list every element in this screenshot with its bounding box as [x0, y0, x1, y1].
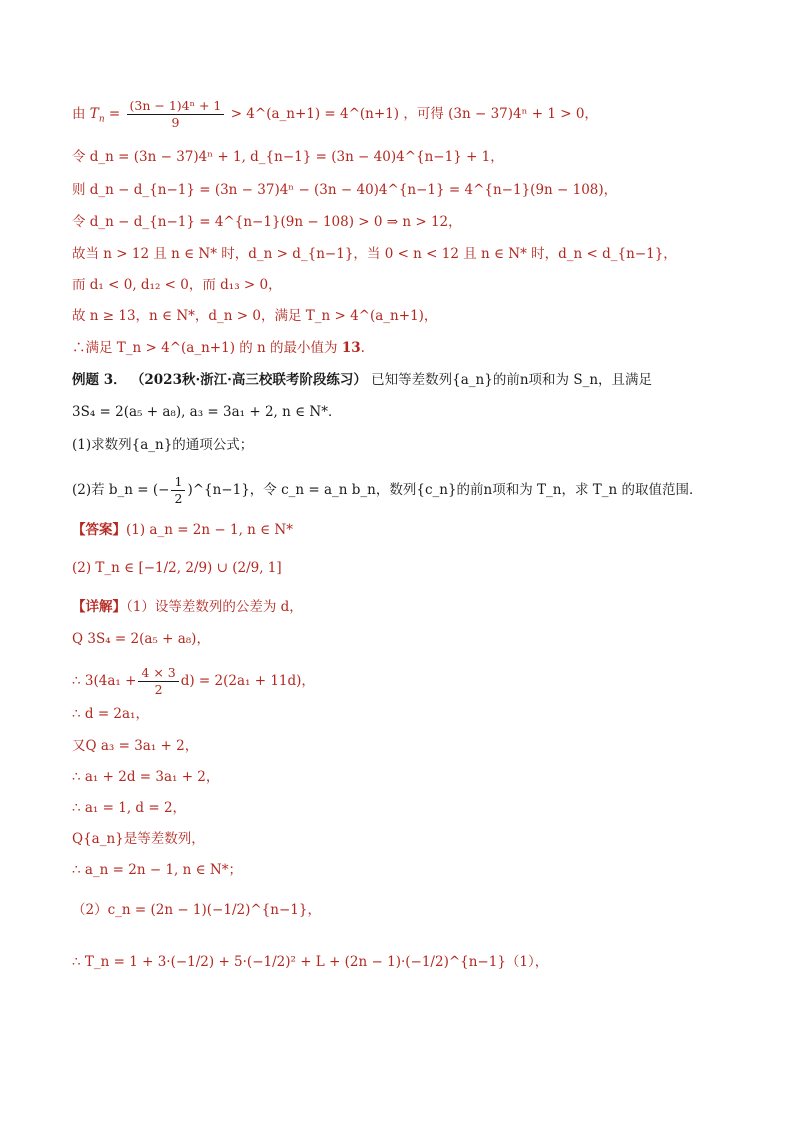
derivation-line-5: 故当 n > 12 且 n ∈ N* 时，d_n > d_{n−1}，当 0 < n < 12 且 n ∈ N* 时，d_n < d_{n−1}，	[72, 246, 677, 262]
detail-line-5: 又Q a₃ = 3a₁ + 2，	[72, 738, 199, 754]
answer-1: (1) a_n = 2n − 1, n ∈ N*	[126, 522, 293, 538]
fraction	[127, 98, 225, 131]
inequality-rhs: > 4^(a_n+1) = 4^(n+1)	[230, 106, 400, 122]
example-source: （2023秋·浙江·高三校联考阶段练习）	[130, 372, 367, 388]
derivation-line-7: 故 n ≥ 13，n ∈ N*，d_n > 0，满足 T_n > 4^(a_n+1)，	[72, 308, 438, 324]
minimum-value: 13	[341, 340, 361, 356]
detail-header: 【详解】（1）设等差数列的公差为 d，	[72, 599, 303, 615]
detail-line-2: Q 3S₄ = 2(a₅ + a₈)，	[72, 631, 210, 647]
derivation-line-4: 令 d_n − d_{n−1} = 4^{n−1}(9n − 108) > 0 ⇒ n > 12，	[72, 214, 462, 230]
detail-line-3: ∴ 3(4a₁ + $\frac{4 \times 3}{2}$ d) = 2(2a₁ + 11d)，	[72, 665, 315, 697]
answer-line-2: (2) T_n ∈ [−1/2, 2/9) ∪ (2/9, 1]	[72, 560, 282, 576]
detail-line-4: ∴ d = 2a₁，	[72, 706, 149, 722]
derivation-line-6: 而 d₁ < 0, d₁₂ < 0，而 d₁₃ > 0，	[72, 277, 282, 293]
detail-line-10: （2）c_n = (2n − 1)(−1/2)^{n−1}，	[72, 902, 321, 918]
derivation-line-2: 令 d_n = (3n − 37)4ⁿ + 1, d_{n−1} = (3n − 40)4^{n−1} + 1，	[72, 149, 504, 165]
derivation-line-1: 由 $T_n$ = $\frac{\text{(3n − 1)4ⁿ + 1}}{9}$ > 4^(a_n+1) = 4^(n+1) ，可得 (3n − 37)4ⁿ + 1 > 0，	[72, 98, 598, 130]
fraction-denominator: 9	[171, 115, 180, 130]
detail-label: 【详解】	[72, 599, 126, 615]
fraction: $\frac{1}{2}$	[171, 474, 185, 507]
detail-line-7: ∴ a₁ = 1, d = 2，	[72, 800, 187, 816]
detail-line-8: Q{a_n}是等差数列，	[72, 831, 205, 847]
derivation-line-3: 则 d_n − d_{n−1} = (3n − 37)4ⁿ − (3n − 40)4^{n−1} = 4^{n−1}(9n − 108)，	[72, 182, 618, 198]
text-prefix: 由	[72, 106, 86, 122]
example-conditions: 3S₄ = 2(a₅ + a₈), a₃ = 3a₁ + 2, n ∈ N*．	[72, 404, 342, 420]
answer-line-1	[72, 520, 293, 540]
example-header: 例题 3． （2023秋·浙江·高三校联考阶段练习） 已知等差数列{a_n}的前n项和为 S_n，且满足	[72, 372, 653, 388]
fraction-numerator: (3n − 1)4ⁿ + 1	[127, 98, 225, 115]
fraction: $\frac{4 \times 3}{2}$	[138, 665, 178, 698]
conclusion-line: ∴满足 T_n > 4^(a_n+1) 的 n 的最小值为 13.	[72, 340, 365, 356]
symbol-T: T	[89, 106, 99, 122]
answer-label: 【答案】	[72, 522, 126, 538]
detail-line-6: ∴ a₁ + 2d = 3a₁ + 2，	[72, 769, 220, 785]
question-2: (2)若 b_n = (− $\frac{1}{2}$ )^{n−1}，令 c_n = a_n b_n，数列{c_n}的前n项和为 T_n，求 T_n 的取值范围．	[72, 474, 703, 506]
question-1: (1)求数列{a_n}的通项公式；	[72, 437, 254, 453]
example-label: 例题 3．	[72, 372, 127, 388]
detail-line-11: ∴ T_n = 1 + 3·(−1/2) + 5·(−1/2)² + L + (2n − 1)·(−1/2)^{n−1}（1），	[72, 954, 549, 970]
detail-line-9: ∴ a_n = 2n − 1, n ∈ N*；	[72, 862, 242, 878]
